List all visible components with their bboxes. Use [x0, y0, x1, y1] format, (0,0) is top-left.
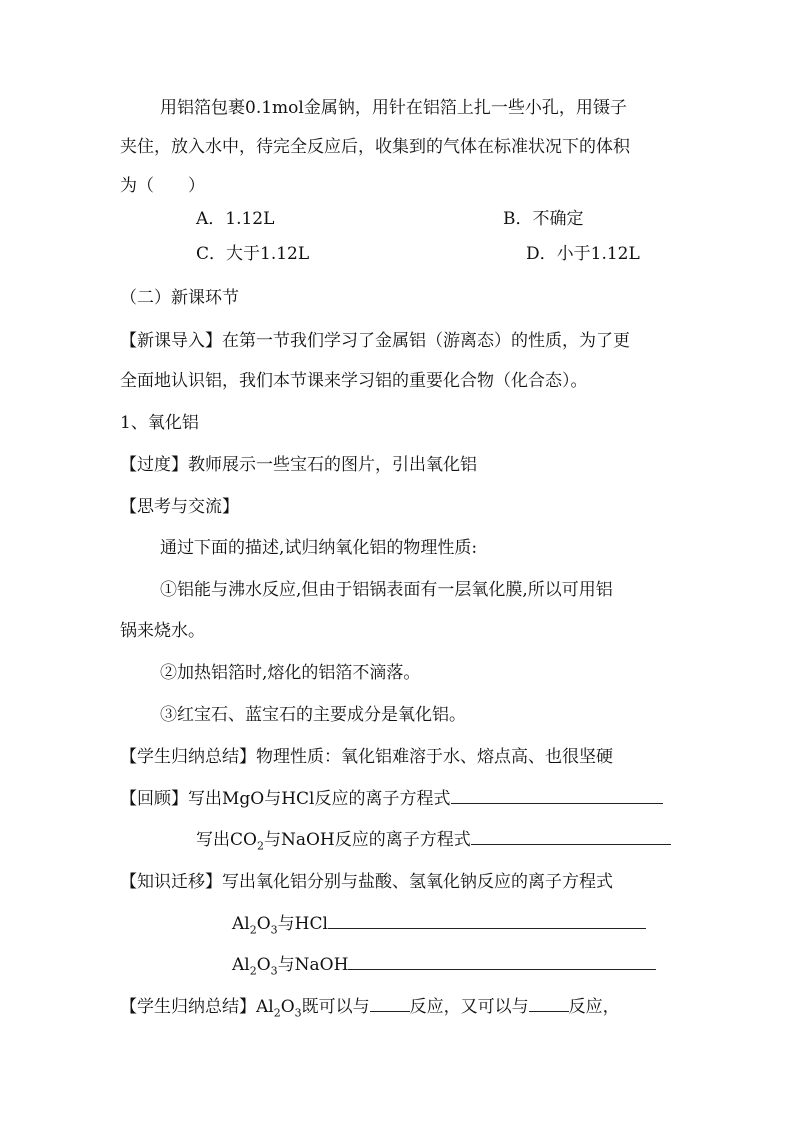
equation-1: $Al_2O_3$与HCl [232, 912, 646, 936]
think-item-1-line-2: 锅来烧水。 [120, 621, 205, 641]
answer-blank[interactable] [529, 995, 569, 1012]
think-title: 【思考与交流】 [120, 497, 239, 517]
question-line-1: 用铝箔包裹0.1mol金属钠，用针在铝箔上扎一些小孔，用镊子 [160, 98, 627, 118]
section-title: （二）新课环节 [120, 288, 239, 308]
transition-text: 【过度】教师展示一些宝石的图片，引出氧化铝 [120, 455, 477, 475]
summary-physical: 【学生归纳总结】物理性质：氧化铝难溶于水、熔点高、也很坚硬 [120, 747, 613, 767]
answer-blank[interactable] [370, 995, 410, 1012]
intro-line-2: 全面地认识铝，我们本节课来学习铝的重要化合物（化合态）。 [120, 371, 588, 391]
review-label: 【回顾】写出MgO与HCl反应的离子方程式 [120, 789, 451, 809]
summary-amphoteric: 【学生归纳总结】$Al_2O_3$既可以与 反应，又可以与 反应， [120, 997, 620, 1020]
answer-blank[interactable] [328, 912, 646, 929]
intro-line-1: 【新课导入】在第一节我们学习了金属铝（游离态）的性质，为了更 [120, 331, 630, 351]
review-line-1 [120, 787, 663, 811]
think-item-3: ③红宝石、蓝宝石的主要成分是氧化铝。 [160, 705, 466, 725]
topic-title: 1、氧化铝 [120, 413, 199, 433]
transfer-label: 【知识迁移】写出氧化铝分别与盐酸、氢氧化钠反应的离子方程式 [120, 872, 613, 892]
option-c: C．大于1.12L [196, 244, 310, 264]
think-prompt: 通过下面的描述,试归纳氧化铝的物理性质: [160, 538, 478, 558]
answer-blank[interactable] [451, 787, 663, 804]
option-a: A．1.12L [196, 209, 275, 229]
option-b: B．不确定 [503, 209, 584, 229]
question-line-3: 为（ ） [120, 176, 205, 196]
review-line-2: 写出$CO_2$与NaOH反应的离子方程式 [196, 828, 671, 852]
option-d: D．小于1.12L [526, 244, 640, 264]
question-line-2: 夹住，放入水中，待完全反应后，收集到的气体在标准状况下的体积 [120, 137, 630, 157]
think-item-2: ②加热铝箔时,熔化的铝箔不滴落。 [160, 663, 421, 683]
answer-blank[interactable] [348, 953, 656, 970]
think-item-1-line-1: ①铝能与沸水反应,但由于铝锅表面有一层氧化膜,所以可用铝 [160, 580, 613, 600]
equation-2: $Al_2O_3$与NaOH [232, 953, 656, 977]
answer-blank[interactable] [471, 828, 671, 845]
